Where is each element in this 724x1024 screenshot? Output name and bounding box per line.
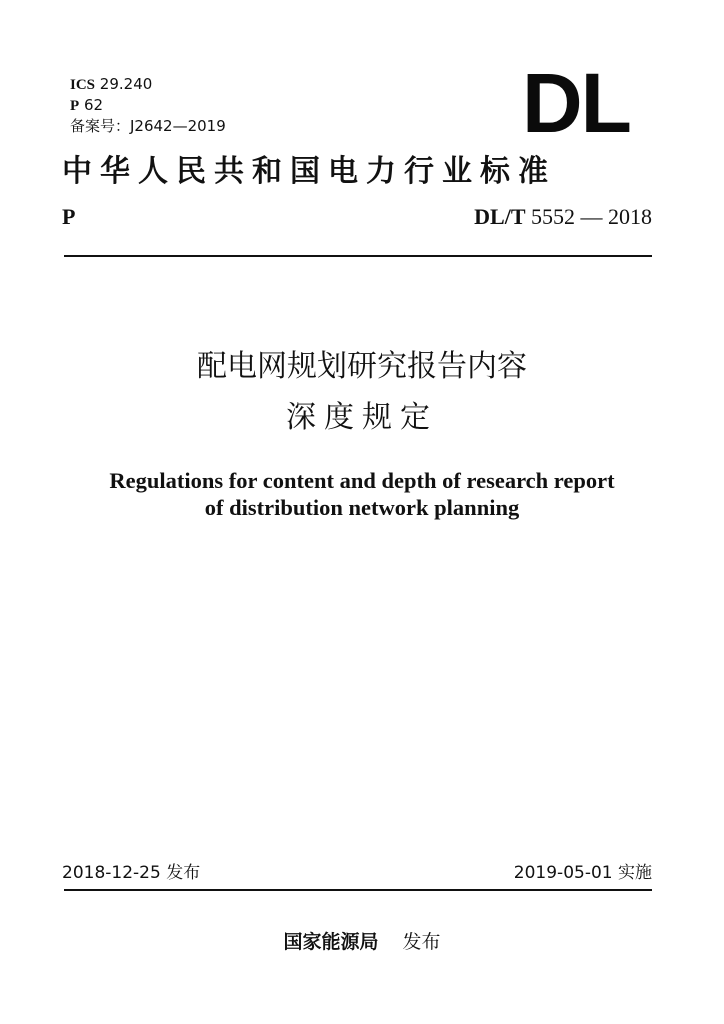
ics-code: ICS 29.240 bbox=[70, 75, 153, 93]
issuer-org: 国家能源局 bbox=[283, 931, 379, 953]
title-en-line2: of distribution network planning bbox=[204, 495, 520, 520]
standard-year: 5552 — 2018 bbox=[531, 204, 652, 229]
title-cn-line2: 深度规定 bbox=[286, 400, 438, 435]
top-divider bbox=[64, 255, 652, 257]
issuer-action: 发布 bbox=[402, 931, 441, 953]
p-code: P 62 bbox=[70, 96, 104, 114]
standard-code: DL/T bbox=[474, 204, 526, 229]
issuer bbox=[0, 930, 724, 954]
title-en bbox=[0, 467, 724, 521]
standard-number bbox=[474, 204, 652, 230]
bottom-divider bbox=[64, 889, 652, 891]
issue-date: 2018-12-25 发布 bbox=[62, 863, 201, 883]
title-cn-line1: 配电网规划研究报告内容 bbox=[197, 349, 527, 384]
dl-logo: DL bbox=[522, 56, 630, 150]
industry-standard-heading: 中华人民共和国电力行业标准 bbox=[62, 154, 556, 189]
record-number: 备案号：J2642—2019 bbox=[70, 117, 226, 135]
classification-block bbox=[70, 74, 226, 136]
left-edge-mark: P bbox=[62, 204, 76, 229]
implementation-date: 2019-05-01 实施 bbox=[513, 863, 652, 883]
title-en-line1: Regulations for content and depth of research report bbox=[109, 468, 615, 493]
